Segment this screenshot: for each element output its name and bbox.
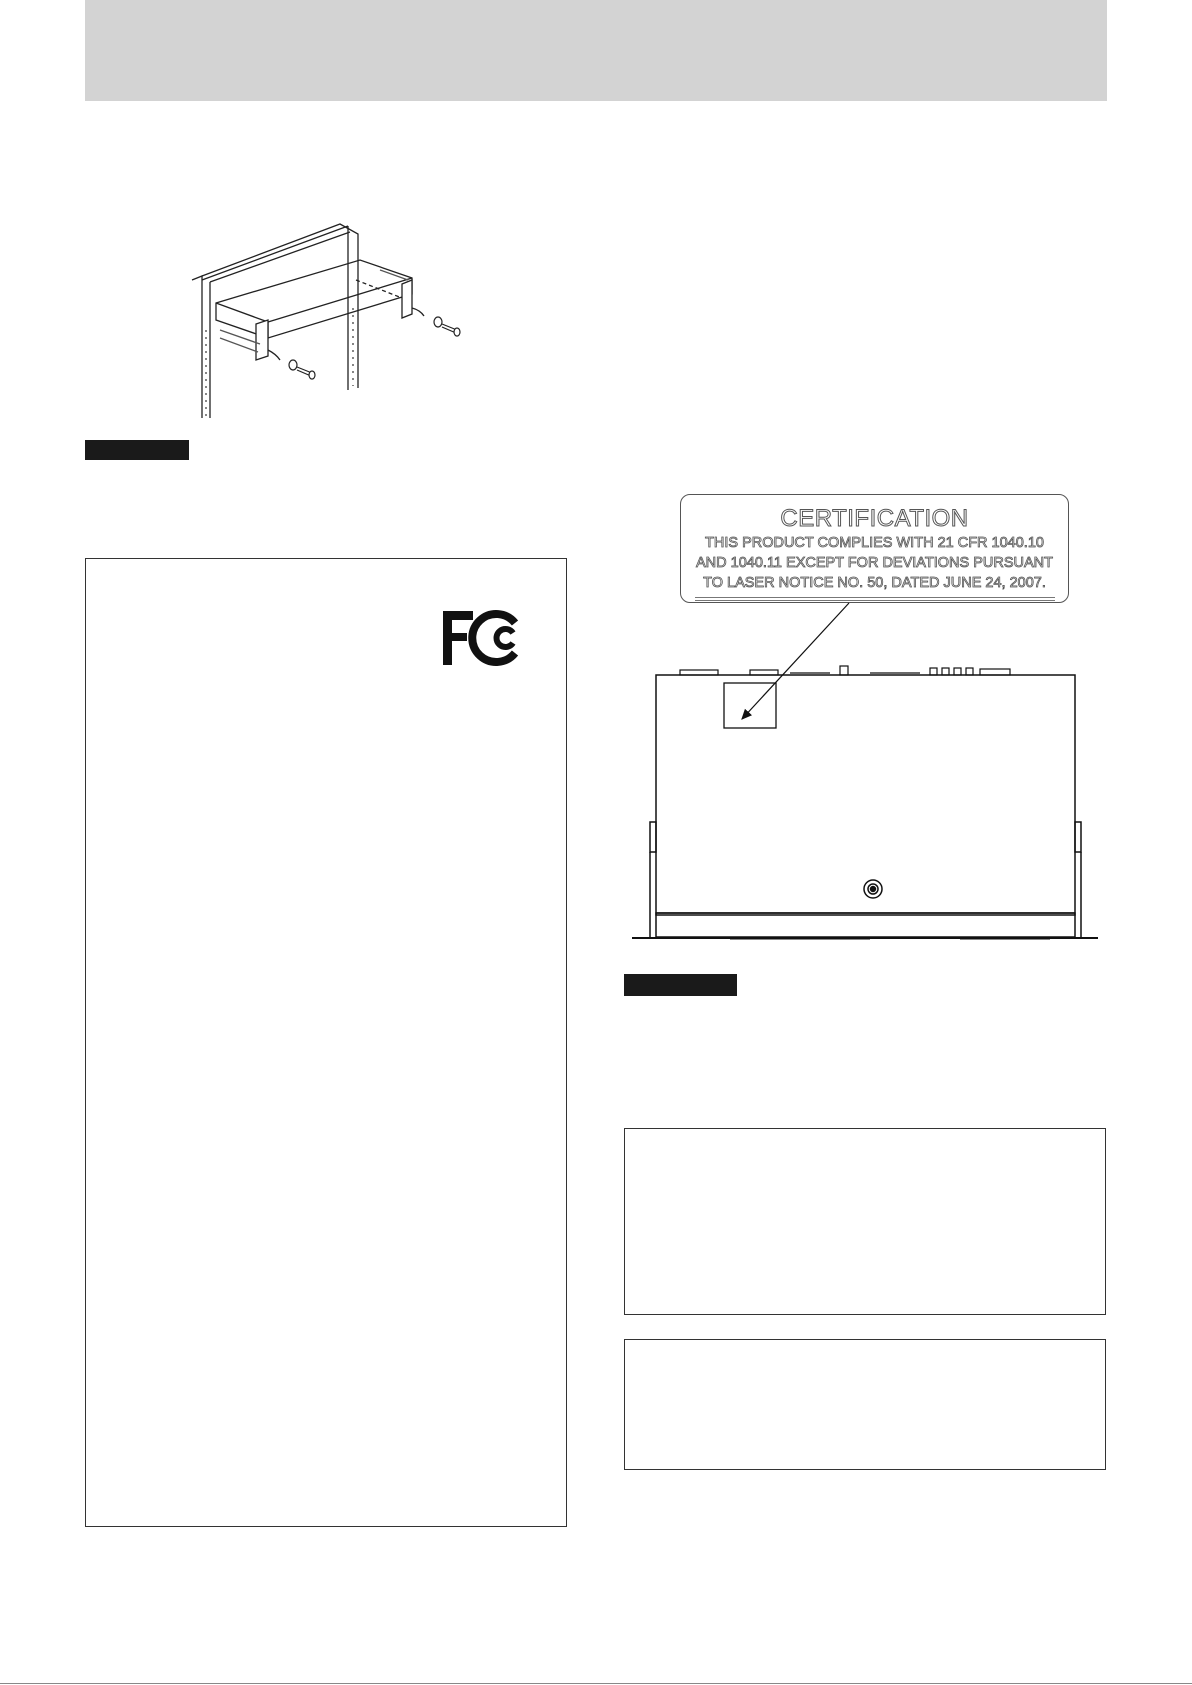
fcc-logo	[441, 609, 527, 667]
notice-box-upper	[624, 1128, 1106, 1315]
certification-line-3: TO LASER NOTICE NO. 50, DATED JUNE 24, 2007.	[703, 575, 1046, 591]
rack-mount-illustration	[180, 220, 480, 425]
caution-label-bar	[624, 974, 737, 996]
certification-line-1: THIS PRODUCT COMPLIES WITH 21 CFR 1040.10	[705, 535, 1044, 551]
page-bottom-rule	[0, 1683, 1192, 1684]
notice-box-lower	[624, 1339, 1106, 1470]
section-label-bar	[85, 440, 189, 460]
header-band	[85, 0, 1107, 101]
fcc-notice-box	[85, 558, 567, 1527]
unit-top-view-illustration	[630, 600, 1100, 945]
fcc-logo-text: FC	[441, 609, 443, 610]
certification-label	[680, 494, 1069, 603]
certification-title: CERTIFICATION	[780, 505, 969, 532]
certification-line-2: AND 1040.11 EXCEPT FOR DEVIATIONS PURSUANT	[696, 555, 1053, 571]
